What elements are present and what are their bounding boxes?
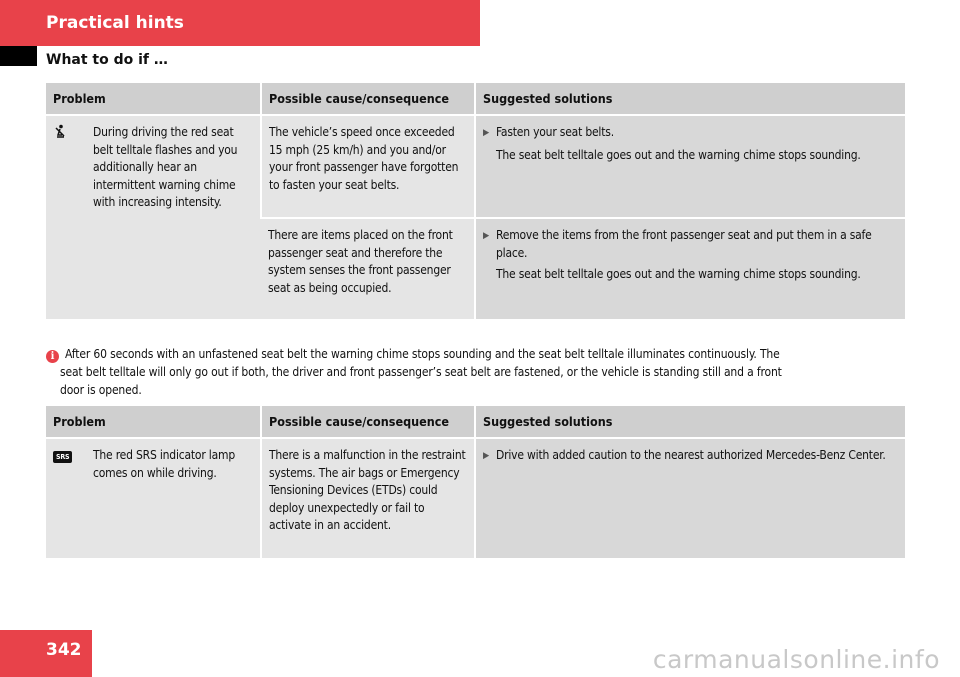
seat-belt-icon	[53, 124, 93, 212]
srs-icon-label: SRS	[53, 451, 72, 463]
cause-cell: There is a malfunction in the restraint systems. The air bags or Emergency Tensioning Devices (ETDs) could deploy unexpectedly or fail to activate in an accident.	[261, 438, 475, 558]
header-cause: Possible cause/consequence	[261, 83, 475, 115]
note-line: seat belt telltale will only go out if both, the driver and front passenger’s seat belt are fastened, or the vehicle is standing still and a front	[60, 365, 782, 379]
header-cause: Possible cause/consequence	[261, 406, 475, 438]
solution-text: Fasten your seat belts.	[496, 125, 614, 139]
solution-text: Remove the items from the front passenger seat and put them in a safe place.	[496, 228, 872, 260]
header-problem: Problem	[46, 83, 261, 115]
problem-text: The red SRS indicator lamp comes on while driving.	[93, 448, 235, 480]
note-line: door is opened.	[60, 383, 142, 397]
cause-cell: There are items placed on the front passenger seat and therefore the system senses the front passenger seat as being occupied.	[261, 218, 475, 319]
header-title: Practical hints	[46, 13, 184, 33]
solution-note: The seat belt telltale goes out and the warning chime stops sounding.	[496, 147, 861, 162]
solution-cell	[475, 438, 905, 558]
note-line: After 60 seconds with an unfastened seat belt the warning chime stops sounding and the seat belt telltale illuminates continuously. The	[65, 347, 780, 361]
problem-cell	[46, 115, 261, 319]
watermark: carmanualsonline.info	[652, 645, 940, 674]
srs-table	[46, 406, 905, 558]
section-marker	[0, 46, 37, 66]
solution-cell	[475, 115, 905, 218]
arrow-right-icon: ▶	[483, 128, 490, 138]
info-note	[46, 345, 908, 399]
arrow-right-icon: ▶	[483, 231, 490, 241]
solution-note: The seat belt telltale goes out and the warning chime stops sounding.	[496, 267, 861, 281]
srs-icon	[53, 447, 93, 482]
header-problem: Problem	[46, 406, 261, 438]
problem-cell	[46, 438, 261, 558]
cause-cell: The vehicle’s speed once exceeded 15 mph (25 km/h) and you and/or your front passenger have forgotten to fasten your seat belts.	[261, 115, 475, 218]
arrow-right-icon: ▶	[483, 451, 490, 461]
page-number: 342	[0, 630, 92, 677]
solution-text: Drive with added caution to the nearest authorized Mercedes-Benz Center.	[496, 448, 886, 462]
header-bar	[0, 0, 480, 46]
solution-cell	[475, 218, 905, 319]
header-solutions: Suggested solutions	[475, 83, 905, 115]
problem-text: During driving the red seat belt telltale flashes and you additionally hear an intermittent warning chime with increasing intensity.	[93, 125, 238, 209]
info-icon: i	[46, 350, 59, 363]
header-solutions: Suggested solutions	[475, 406, 905, 438]
seat-belt-table	[46, 83, 905, 319]
section-title: What to do if …	[46, 52, 168, 68]
